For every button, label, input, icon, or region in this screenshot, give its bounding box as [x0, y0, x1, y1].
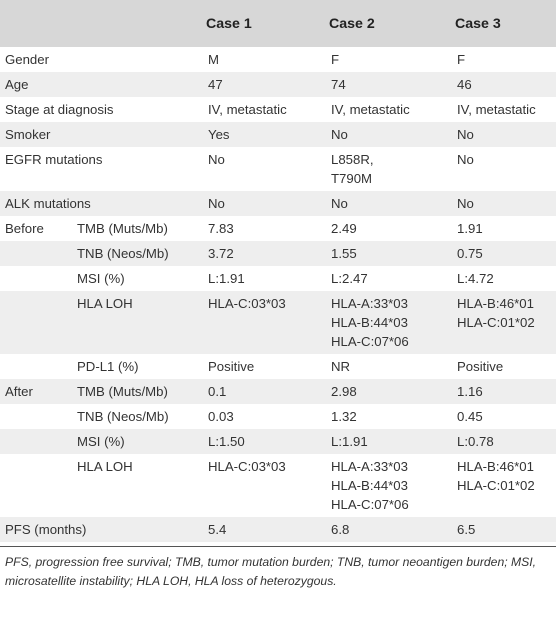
row-sub-label: TMB (Muts/Mb): [77, 384, 168, 399]
cell-value: 2.49: [331, 221, 357, 236]
cell-value: L:4.72: [457, 271, 494, 286]
case-2-cell: [327, 191, 453, 216]
row-sub-label: PD-L1 (%): [77, 359, 139, 374]
header-case-2: Case 2: [327, 0, 453, 47]
cell-value: No: [331, 196, 348, 211]
row-label-grid: [5, 407, 200, 426]
case-1-cell: [204, 241, 327, 266]
table-row: [0, 517, 556, 542]
row-label-grid: [5, 432, 200, 451]
table-row: [0, 429, 556, 454]
cell-value: 0.45: [457, 409, 483, 424]
cell-value: HLA-C:07*06: [331, 334, 409, 349]
cell-value: T790M: [331, 171, 373, 186]
cell-value: HLA-A:33*03: [331, 296, 408, 311]
cell-value: 0.03: [208, 409, 234, 424]
table-footnote: PFS, progression free survival; TMB, tumor mutation burden; TNB, tumor neoantigen burden; MSI, microsatellite instability; HLA LOH, HLA loss of heterozygous.: [0, 546, 556, 591]
table-row: [0, 147, 556, 191]
case-2-cell: [327, 517, 453, 542]
row-sub-label: HLA LOH: [77, 459, 133, 474]
table-body: [0, 47, 556, 542]
case-2-cell: [327, 122, 453, 147]
row-label-cell: [0, 147, 204, 191]
cell-value: No: [208, 152, 225, 167]
case-3-cell: [453, 147, 556, 191]
cell-value: L:1.91: [208, 271, 245, 286]
case-3-cell: [453, 72, 556, 97]
case-1-cell: [204, 291, 327, 354]
row-label-grid: [5, 382, 200, 401]
case-3-cell: [453, 241, 556, 266]
cell-value: L858R,: [331, 152, 374, 167]
case-3-cell: [453, 454, 556, 517]
cell-value: HLA-B:46*01: [457, 459, 534, 474]
cell-value: 3.72: [208, 246, 234, 261]
row-group-label: [5, 244, 77, 263]
cell-value: Yes: [208, 127, 230, 142]
row-label: Gender: [5, 52, 49, 67]
row-label-cell: [0, 191, 204, 216]
case-2-cell: [327, 454, 453, 517]
row-sub-label: TNB (Neos/Mb): [77, 246, 169, 261]
cell-value: 1.91: [457, 221, 483, 236]
table-row: [0, 266, 556, 291]
cell-value: IV, metastatic: [331, 102, 410, 117]
row-group-label: [5, 432, 77, 451]
case-3-cell: [453, 122, 556, 147]
row-sub-label: TNB (Neos/Mb): [77, 409, 169, 424]
cell-value: IV, metastatic: [457, 102, 536, 117]
cell-value: L:2.47: [331, 271, 368, 286]
row-label-cell: [0, 97, 204, 122]
cell-value: No: [457, 196, 474, 211]
case-2-cell: [327, 216, 453, 241]
case-2-cell: [327, 379, 453, 404]
row-label: Age: [5, 77, 29, 92]
cell-value: No: [208, 196, 225, 211]
row-label-grid: [5, 75, 200, 94]
row-group-label: [5, 357, 77, 376]
case-1-cell: [204, 147, 327, 191]
cell-value: F: [331, 52, 340, 67]
table-row: [0, 379, 556, 404]
cell-value: 2.98: [331, 384, 357, 399]
row-label-cell: [0, 429, 204, 454]
table-row: [0, 191, 556, 216]
case-2-cell: [327, 97, 453, 122]
row-label-cell: [0, 404, 204, 429]
cell-value: 6.5: [457, 522, 476, 537]
cell-value: HLA-B:44*03: [331, 315, 408, 330]
cell-value: 1.32: [331, 409, 357, 424]
cell-value: HLA-C:07*06: [331, 497, 409, 512]
table-row: [0, 97, 556, 122]
cell-value: 5.4: [208, 522, 227, 537]
cell-value: Positive: [208, 359, 255, 374]
case-1-cell: [204, 454, 327, 517]
cell-value: 1.55: [331, 246, 357, 261]
row-group-label: [5, 457, 77, 476]
row-label-grid: [5, 219, 200, 238]
cell-value: No: [457, 152, 474, 167]
cell-value: No: [331, 127, 348, 142]
case-2-cell: [327, 429, 453, 454]
row-sub-label: MSI (%): [77, 434, 125, 449]
cell-value: F: [457, 52, 466, 67]
case-2-cell: [327, 404, 453, 429]
case-3-cell: [453, 429, 556, 454]
case-1-cell: [204, 97, 327, 122]
case-2-cell: [327, 291, 453, 354]
row-label-cell: [0, 72, 204, 97]
header-label-column: [0, 0, 204, 47]
row-label: EGFR mutations: [5, 152, 103, 167]
case-3-cell: [453, 404, 556, 429]
table-row: [0, 454, 556, 517]
cell-value: HLA-C:03*03: [208, 459, 286, 474]
row-label-cell: [0, 241, 204, 266]
row-label-grid: [5, 357, 200, 376]
cell-value: 7.83: [208, 221, 234, 236]
cell-value: M: [208, 52, 219, 67]
row-label-cell: [0, 379, 204, 404]
cell-value: 0.75: [457, 246, 483, 261]
case-1-cell: [204, 379, 327, 404]
case-3-cell: [453, 97, 556, 122]
cell-value: HLA-C:01*02: [457, 478, 535, 493]
case-2-cell: [327, 266, 453, 291]
case-2-cell: [327, 354, 453, 379]
row-label-grid: [5, 520, 200, 539]
case-1-cell: [204, 72, 327, 97]
row-group-label: [5, 269, 77, 288]
cell-value: 6.8: [331, 522, 350, 537]
table-row: [0, 72, 556, 97]
cell-value: 74: [331, 77, 346, 92]
case-3-cell: [453, 191, 556, 216]
row-sub-label: TMB (Muts/Mb): [77, 221, 168, 236]
cell-value: IV, metastatic: [208, 102, 287, 117]
table-row: [0, 216, 556, 241]
row-label: PFS (months): [5, 522, 87, 537]
cell-value: 0.1: [208, 384, 227, 399]
case-3-cell: [453, 291, 556, 354]
row-label-cell: [0, 266, 204, 291]
case-3-cell: [453, 266, 556, 291]
case-1-cell: [204, 122, 327, 147]
case-2-cell: [327, 47, 453, 72]
case-3-cell: [453, 216, 556, 241]
row-label-grid: [5, 457, 200, 476]
row-label-cell: [0, 517, 204, 542]
case-3-cell: [453, 379, 556, 404]
table-row: [0, 291, 556, 354]
header-case-3: Case 3: [453, 0, 556, 47]
cell-value: Positive: [457, 359, 504, 374]
row-label: Stage at diagnosis: [5, 102, 114, 117]
table-row: [0, 47, 556, 72]
cell-value: NR: [331, 359, 351, 374]
row-label-cell: [0, 122, 204, 147]
case-1-cell: [204, 191, 327, 216]
table-row: [0, 122, 556, 147]
row-label-grid: [5, 150, 200, 169]
cell-value: L:1.50: [208, 434, 245, 449]
cell-value: HLA-C:03*03: [208, 296, 286, 311]
case-1-cell: [204, 216, 327, 241]
row-label: ALK mutations: [5, 196, 91, 211]
cell-value: 47: [208, 77, 223, 92]
cell-value: 46: [457, 77, 472, 92]
table-row: [0, 354, 556, 379]
case-3-cell: [453, 47, 556, 72]
cell-value: HLA-B:46*01: [457, 296, 534, 311]
table-row: [0, 404, 556, 429]
cell-value: 1.16: [457, 384, 483, 399]
row-label-cell: [0, 47, 204, 72]
row-group-label: Before: [5, 221, 44, 236]
row-sub-label: HLA LOH: [77, 296, 133, 311]
cell-value: HLA-B:44*03: [331, 478, 408, 493]
case-1-cell: [204, 429, 327, 454]
cell-value: HLA-C:01*02: [457, 315, 535, 330]
row-label-cell: [0, 454, 204, 517]
row-label-grid: [5, 294, 200, 313]
header-case-1: Case 1: [204, 0, 327, 47]
case-2-cell: [327, 72, 453, 97]
case-1-cell: [204, 517, 327, 542]
row-group-label: [5, 294, 77, 313]
case-2-cell: [327, 147, 453, 191]
row-label-grid: [5, 244, 200, 263]
row-label-grid: [5, 269, 200, 288]
row-group-label: [5, 407, 77, 426]
row-label-cell: [0, 291, 204, 354]
table-header-row: [0, 0, 556, 47]
cell-value: L:0.78: [457, 434, 494, 449]
cell-value: HLA-A:33*03: [331, 459, 408, 474]
cell-value: No: [457, 127, 474, 142]
cell-value: L:1.91: [331, 434, 368, 449]
case-1-cell: [204, 266, 327, 291]
row-label: Smoker: [5, 127, 51, 142]
row-label-grid: [5, 194, 200, 213]
row-label-cell: [0, 354, 204, 379]
case-1-cell: [204, 354, 327, 379]
case-3-cell: [453, 354, 556, 379]
row-label-grid: [5, 100, 200, 119]
row-sub-label: MSI (%): [77, 271, 125, 286]
case-2-cell: [327, 241, 453, 266]
row-label-grid: [5, 125, 200, 144]
case-1-cell: [204, 47, 327, 72]
row-label-cell: [0, 216, 204, 241]
case-3-cell: [453, 517, 556, 542]
row-label-grid: [5, 50, 200, 69]
case-1-cell: [204, 404, 327, 429]
table-row: [0, 241, 556, 266]
row-group-label: After: [5, 384, 33, 399]
